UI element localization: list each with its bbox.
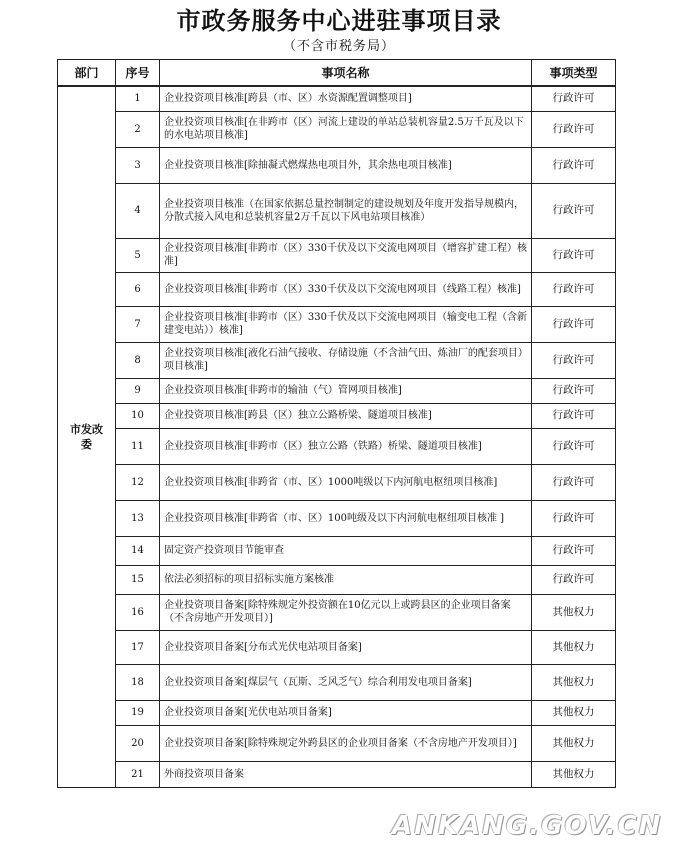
item-name: 外商投资项目备案 <box>160 761 532 787</box>
item-type: 行政许可 <box>532 428 616 464</box>
item-name: 企业投资项目备案[除特殊规定外投资额在10亿元以上或跨县区的企业项目备案（不含房地产开发项目）] <box>160 594 532 630</box>
item-name: 企业投资项目备案[煤层气（瓦斯、乏风乏气）综合利用发电项目备案] <box>160 664 532 700</box>
item-type: 行政许可 <box>532 111 616 147</box>
row-number: 5 <box>116 238 160 272</box>
row-number: 14 <box>116 536 160 565</box>
item-name: 企业投资项目核准[液化石油气接收、存储设施（不含油气田、炼油厂的配套项目）项目核准] <box>160 342 532 378</box>
row-number: 16 <box>116 594 160 630</box>
table-body <box>58 86 616 787</box>
items-table <box>57 59 616 788</box>
row-number: 7 <box>116 306 160 342</box>
table-row <box>58 536 616 565</box>
department-cell: 市发改委 <box>58 86 116 787</box>
row-number: 13 <box>116 500 160 536</box>
row-number: 15 <box>116 565 160 594</box>
item-name: 企业投资项目核准（在国家依据总量控制制定的建设规划及年度开发指导规模内，分散式接入风电和总装机容量2万千瓦以下风电站项目核准） <box>160 183 532 238</box>
item-type: 行政许可 <box>532 86 616 111</box>
item-type: 行政许可 <box>532 183 616 238</box>
row-number: 11 <box>116 428 160 464</box>
row-number: 12 <box>116 464 160 500</box>
item-name: 企业投资项目核准[除抽凝式燃煤热电项目外，其余热电项目核准] <box>160 147 532 183</box>
item-type: 其他权力 <box>532 725 616 761</box>
table-row <box>58 725 616 761</box>
header-dept: 部门 <box>58 60 116 87</box>
item-name: 企业投资项目核准[在非跨市（区）河流上建设的单站总装机容量2.5万千瓦及以下的水电站项目核准] <box>160 111 532 147</box>
table-row <box>58 594 616 630</box>
table-row <box>58 342 616 378</box>
row-number: 20 <box>116 725 160 761</box>
page-subtitle: （不含市税务局） <box>282 39 395 54</box>
page-title: 市政务服务中心进驻事项目录 <box>176 7 502 35</box>
item-name: 企业投资项目核准[非跨市（区）330千伏及以下交流电网项目（输变电工程（含新建变电站））核准] <box>160 306 532 342</box>
item-type: 行政许可 <box>532 464 616 500</box>
table-row <box>58 500 616 536</box>
table-row <box>58 306 616 342</box>
table-row <box>58 700 616 725</box>
table-row <box>58 147 616 183</box>
item-type: 行政许可 <box>532 238 616 272</box>
table-row <box>58 111 616 147</box>
row-number: 17 <box>116 630 160 664</box>
item-name: 固定资产投资项目节能审查 <box>160 536 532 565</box>
item-name: 企业投资项目备案[光伏电站项目备案] <box>160 700 532 725</box>
item-type: 行政许可 <box>532 565 616 594</box>
item-name: 企业投资项目核准[非跨市（区）330千伏及以下交流电网项目（增容扩建工程）核准] <box>160 238 532 272</box>
row-number: 10 <box>116 403 160 428</box>
header-no: 序号 <box>116 60 160 87</box>
row-number: 19 <box>116 700 160 725</box>
item-name: 企业投资项目核准[跨县（市、区）水资源配置调整项目] <box>160 86 532 111</box>
table-row <box>58 86 616 111</box>
item-type: 行政许可 <box>532 306 616 342</box>
table-row <box>58 464 616 500</box>
header-row <box>58 60 616 87</box>
item-type: 行政许可 <box>532 272 616 306</box>
row-number: 1 <box>116 86 160 111</box>
row-number: 4 <box>116 183 160 238</box>
header-name: 事项名称 <box>160 60 532 87</box>
header-type: 事项类型 <box>532 60 616 87</box>
table-row <box>58 428 616 464</box>
site-watermark: ANKANG.GOV.CN <box>392 811 663 841</box>
table-row <box>58 272 616 306</box>
item-name: 企业投资项目核准[非跨省（市、区）1000吨级以下内河航电枢纽项目核准] <box>160 464 532 500</box>
row-number: 6 <box>116 272 160 306</box>
item-type: 其他权力 <box>532 630 616 664</box>
item-type: 行政许可 <box>532 342 616 378</box>
item-name: 企业投资项目核准[非跨市（区）330千伏及以下交流电网项目（线路工程）核准] <box>160 272 532 306</box>
item-type: 其他权力 <box>532 700 616 725</box>
item-type: 其他权力 <box>532 594 616 630</box>
item-type: 行政许可 <box>532 378 616 403</box>
table-row <box>58 403 616 428</box>
item-type: 其他权力 <box>532 761 616 787</box>
table-row <box>58 664 616 700</box>
item-name: 企业投资项目备案[除特殊规定外跨县区的企业项目备案（不含房地产开发项目）] <box>160 725 532 761</box>
table-row <box>58 183 616 238</box>
row-number: 2 <box>116 111 160 147</box>
item-name: 依法必须招标的项目招标实施方案核准 <box>160 565 532 594</box>
table-row <box>58 761 616 787</box>
row-number: 8 <box>116 342 160 378</box>
row-number: 3 <box>116 147 160 183</box>
row-number: 9 <box>116 378 160 403</box>
table-row <box>58 378 616 403</box>
table-row <box>58 565 616 594</box>
row-number: 21 <box>116 761 160 787</box>
table-row <box>58 630 616 664</box>
table-row <box>58 238 616 272</box>
item-name: 企业投资项目核准[跨县（区）独立公路桥梁、隧道项目核准] <box>160 403 532 428</box>
item-type: 行政许可 <box>532 500 616 536</box>
item-type: 行政许可 <box>532 147 616 183</box>
item-type: 行政许可 <box>532 536 616 565</box>
item-type: 其他权力 <box>532 664 616 700</box>
item-name: 企业投资项目核准[非跨市（区）独立公路（铁路）桥梁、隧道项目核准] <box>160 428 532 464</box>
item-name: 企业投资项目核准[非跨省（市、区）100吨级及以下内河航电枢纽项目核准 ] <box>160 500 532 536</box>
item-name: 企业投资项目核准[非跨市的输油（气）管网项目核准] <box>160 378 532 403</box>
row-number: 18 <box>116 664 160 700</box>
item-type: 行政许可 <box>532 403 616 428</box>
item-name: 企业投资项目备案[分布式光伏电站项目备案] <box>160 630 532 664</box>
